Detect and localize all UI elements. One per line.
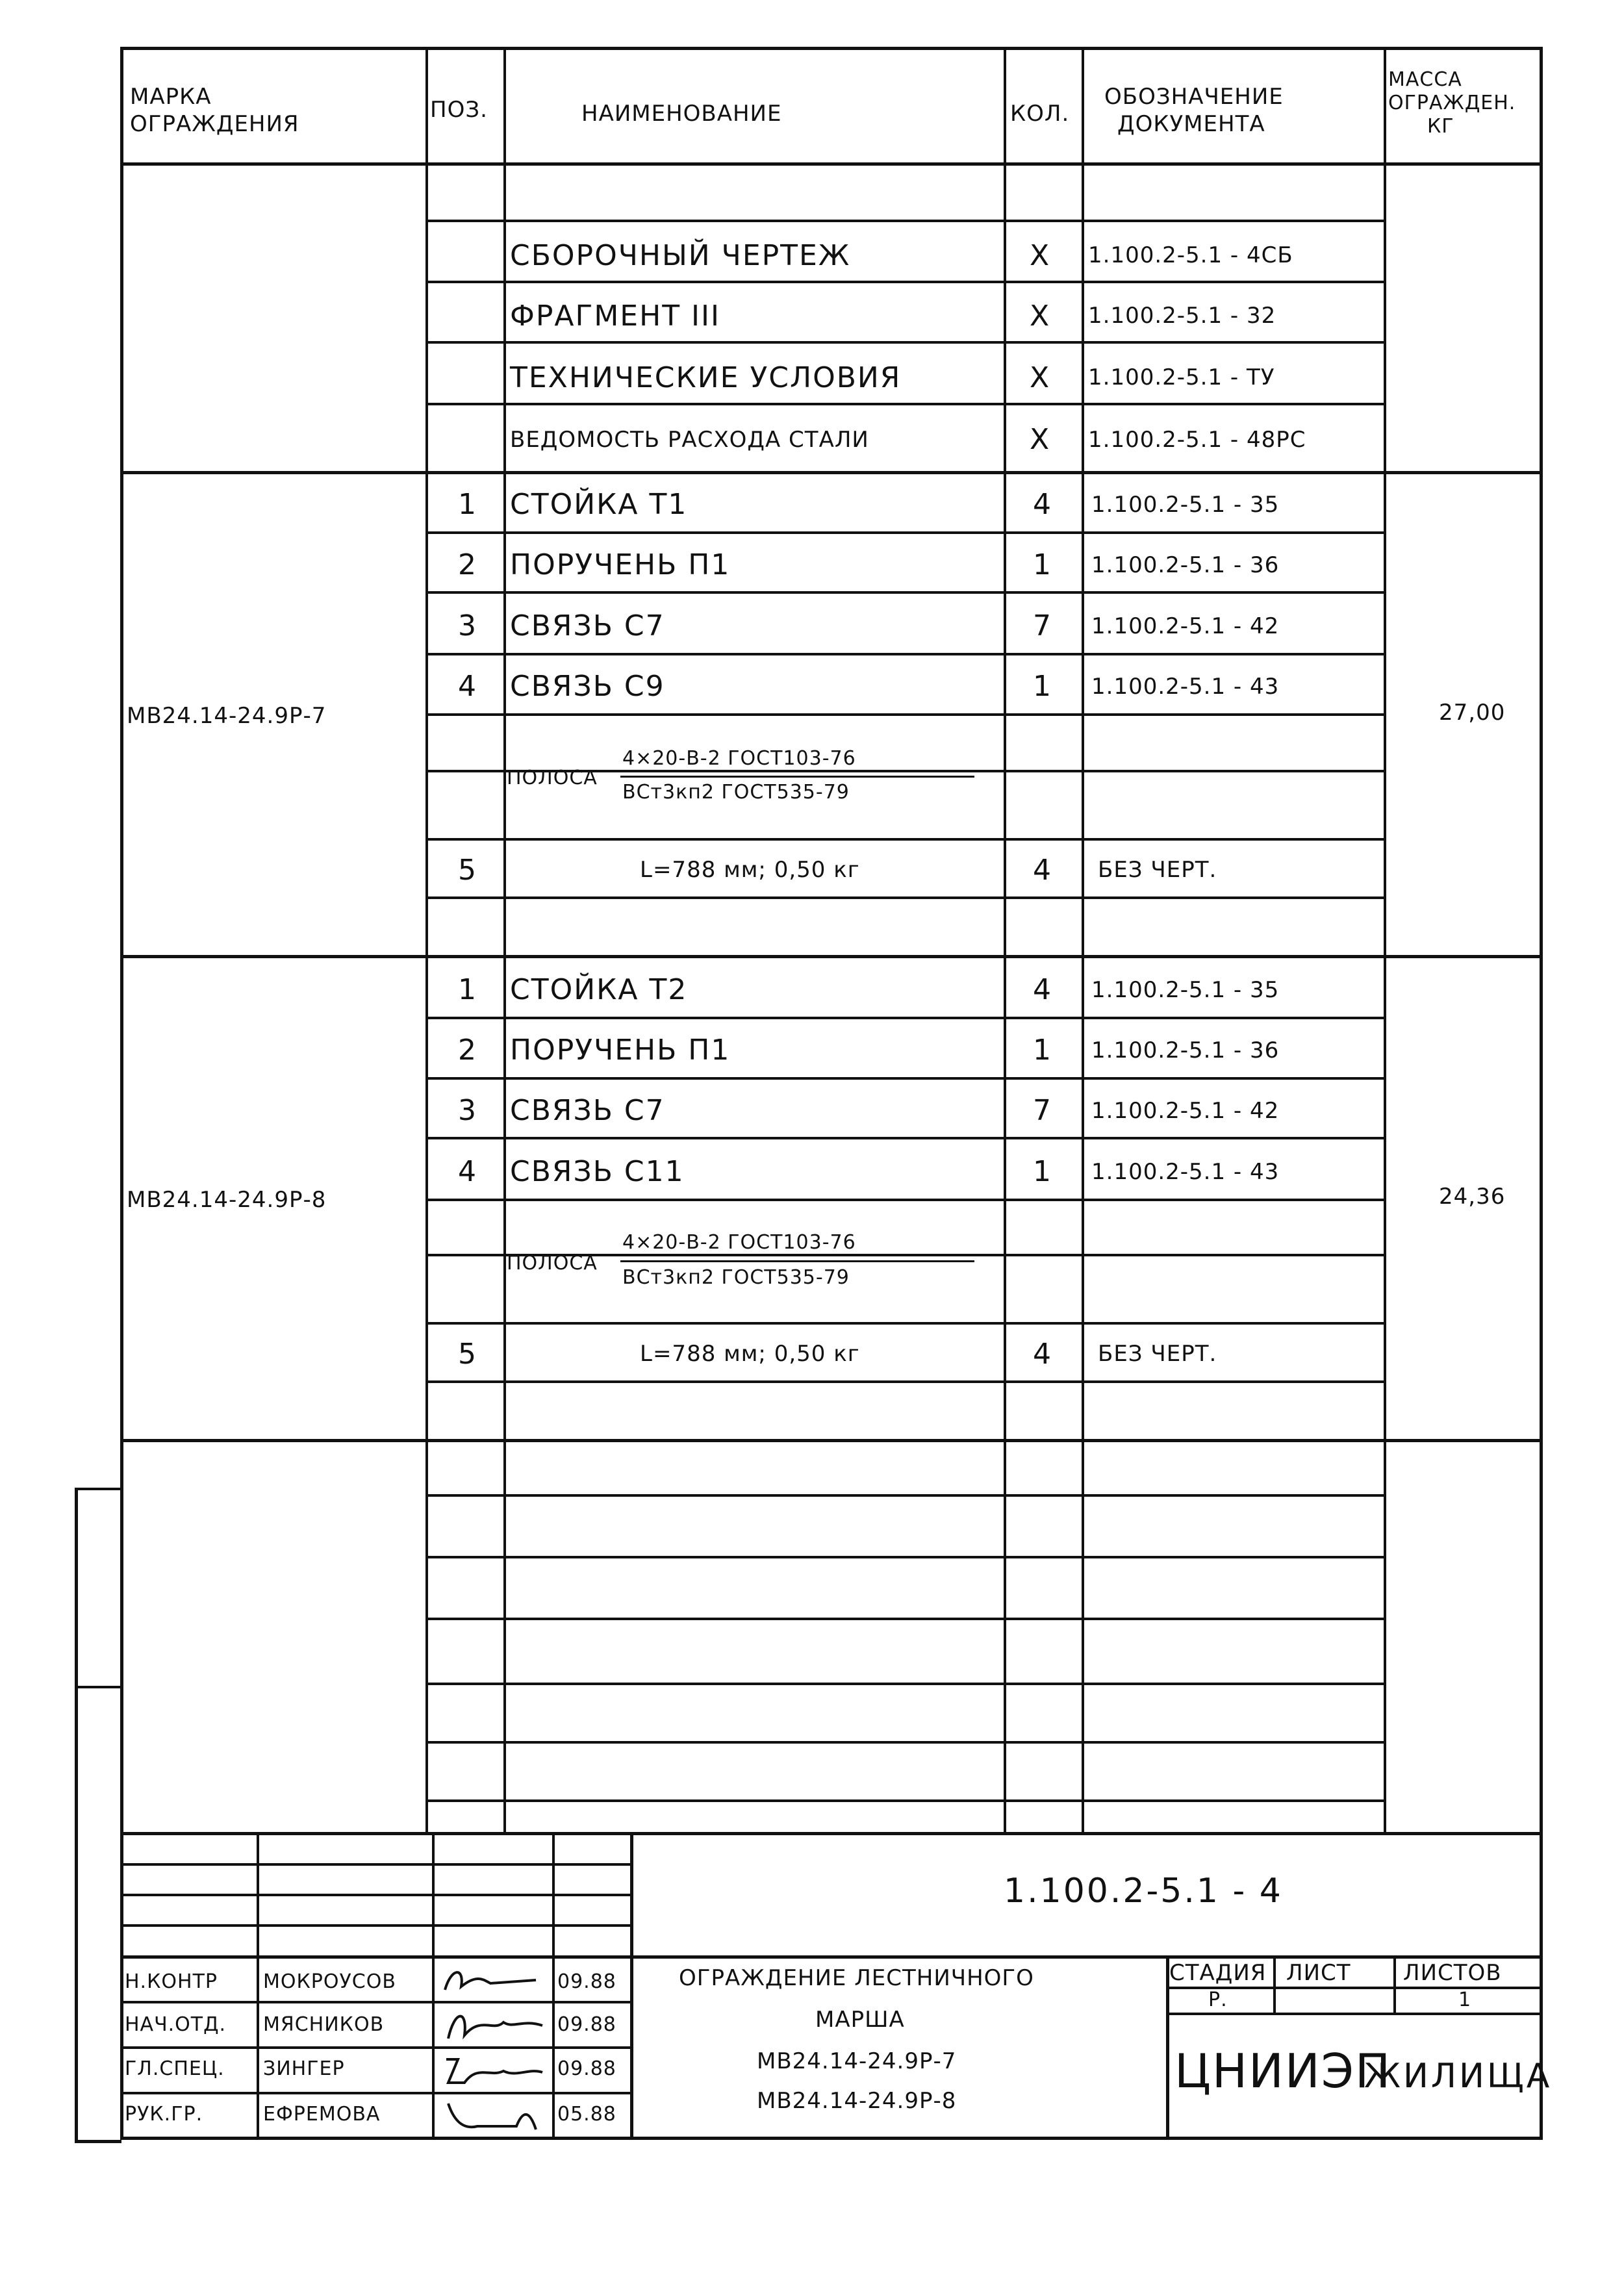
item-pos: 5 (458, 854, 477, 887)
sheets-value: 1 (1458, 1989, 1472, 2011)
doc-row-qty: Х (1030, 423, 1051, 456)
header-mass: МАССА ОГРАЖДЕН. КГ (1388, 68, 1516, 138)
item-pos: 4 (458, 670, 477, 703)
titleblock-line (1273, 1955, 1276, 2013)
row-line (425, 1380, 1384, 1383)
row-line (425, 1799, 1384, 1802)
title-line: МВ24.14-24.9Р-7 (757, 2048, 957, 2074)
item-qty: 4 (1033, 1338, 1052, 1371)
header-bottom-line (120, 162, 1543, 166)
item-name: СТОЙКА Т1 (510, 488, 688, 521)
item-name: СВЯЗЬ С7 (510, 1094, 665, 1127)
strip-top: 4×20-В-2 ГОСТ103-76 (622, 747, 856, 770)
item-qty: 4 (1033, 973, 1052, 1006)
sign-date: 09.88 (557, 1970, 616, 1993)
row-line (425, 1017, 1384, 1019)
row-line (425, 1741, 1384, 1744)
sign-name: МЯСНИКОВ (263, 2013, 385, 2036)
item-doc: 1.100.2-5.1 - 42 (1091, 613, 1280, 639)
doc-row-qty: Х (1030, 361, 1051, 394)
sheets-label: ЛИСТОВ (1403, 1960, 1502, 1986)
col-divider (1082, 47, 1084, 1832)
title-line: МАРША (815, 2007, 905, 2033)
sign-name: МОКРОУСОВ (263, 1970, 396, 1993)
row-line (425, 1556, 1384, 1558)
row-line (425, 403, 1384, 405)
doc-row-qty: Х (1030, 239, 1051, 272)
titleblock-line (120, 1863, 630, 1866)
strip-fraction-line (620, 1260, 974, 1262)
group-separator (120, 955, 1543, 958)
titleblock-line (120, 1924, 630, 1927)
item-doc: 1.100.2-5.1 - 43 (1091, 1159, 1280, 1185)
row-line (425, 653, 1384, 655)
group-mass: 24,36 (1439, 1184, 1506, 1210)
item-doc: БЕЗ ЧЕРТ. (1098, 857, 1217, 883)
title-line: МВ24.14-24.9Р-8 (757, 2088, 957, 2114)
organization-logo: ЦНИИЭП (1174, 2044, 1392, 2098)
item-pos: 1 (458, 973, 477, 1006)
item-pos: 4 (458, 1155, 477, 1188)
doc-row-code: 1.100.2-5.1 - 32 (1088, 303, 1276, 329)
item-name: L=788 мм; 0,50 кг (640, 1341, 860, 1367)
item-doc: 1.100.2-5.1 - 35 (1091, 492, 1280, 518)
item-doc: 1.100.2-5.1 - 35 (1091, 977, 1280, 1003)
item-qty: 7 (1033, 609, 1052, 642)
row-line (425, 1077, 1384, 1080)
title-line: ОГРАЖДЕНИЕ ЛЕСТНИЧНОГО (679, 1965, 1034, 1991)
col-divider (1004, 47, 1006, 1832)
titleblock-line (1393, 1955, 1396, 2013)
group-mark: МВ24.14-24.9Р-8 (127, 1187, 327, 1213)
item-qty: 4 (1033, 488, 1052, 521)
binding-strip-line (75, 1488, 78, 2140)
row-line (425, 531, 1384, 534)
sign-date: 09.88 (557, 2057, 616, 2080)
document-code: 1.100.2-5.1 - 4 (1004, 1872, 1283, 1911)
item-pos: 2 (458, 1034, 477, 1067)
item-pos: 3 (458, 609, 477, 642)
row-line (425, 1199, 1384, 1201)
row-line (425, 896, 1384, 899)
doc-row-qty: Х (1030, 299, 1051, 333)
binding-strip-line (75, 1488, 121, 1490)
item-qty: 1 (1033, 1155, 1052, 1188)
binding-strip-line (75, 1686, 121, 1688)
item-pos: 1 (458, 488, 477, 521)
doc-row-name: СБОРОЧНЫЙ ЧЕРТЕЖ (510, 239, 851, 272)
row-line (425, 1618, 1384, 1620)
row-line (425, 1683, 1384, 1685)
item-pos: 2 (458, 548, 477, 581)
col-divider (503, 47, 506, 1832)
sign-name: ЕФРЕМОВА (263, 2103, 381, 2126)
item-doc: 1.100.2-5.1 - 36 (1091, 1037, 1280, 1063)
item-qty: 1 (1033, 1034, 1052, 1067)
titleblock-line (120, 2092, 630, 2094)
titleblock-line (1166, 2013, 1543, 2015)
item-doc: БЕЗ ЧЕРТ. (1098, 1341, 1217, 1367)
item-name: СВЯЗЬ С11 (510, 1155, 685, 1188)
row-line (425, 1137, 1384, 1139)
strip-bottom: ВСт3кп2 ГОСТ535-79 (622, 1266, 850, 1289)
titleblock-line (630, 1832, 633, 2140)
group-mass: 27,00 (1439, 700, 1506, 726)
item-name: СВЯЗЬ С7 (510, 609, 665, 642)
titleblock-line (120, 1894, 630, 1896)
item-qty: 1 (1033, 670, 1052, 703)
titleblock-line (120, 1955, 1543, 1959)
strip-bottom: ВСт3кп2 ГОСТ535-79 (622, 781, 850, 804)
organization-name: ЖИЛИЩА (1364, 2057, 1553, 2096)
sign-role: НАЧ.ОТД. (125, 2013, 227, 2036)
titleblock-line (120, 2001, 630, 2003)
sign-role: Н.КОНТР (125, 1970, 218, 1993)
strip-label: ПОЛОСА (507, 767, 598, 789)
row-line (425, 1494, 1384, 1497)
sign-role: ГЛ.СПЕЦ. (125, 2057, 225, 2080)
header-doc: ОБОЗНАЧЕНИЕ ДОКУМЕНТА (1104, 84, 1284, 137)
row-line (425, 1322, 1384, 1325)
signature-efremova (438, 2097, 549, 2136)
item-name: L=788 мм; 0,50 кг (640, 857, 860, 883)
stage-value: Р. (1208, 1989, 1228, 2011)
header-mark: МАРКА ОГРАЖДЕНИЯ (130, 84, 299, 137)
row-line (425, 220, 1384, 222)
doc-row-code: 1.100.2-5.1 - ТУ (1088, 364, 1275, 390)
item-pos: 5 (458, 1338, 477, 1371)
signature-mokroysov (438, 1961, 549, 2000)
doc-row-name: ФРАГМЕНТ III (510, 299, 720, 333)
sign-name: ЗИНГЕР (263, 2057, 345, 2080)
sign-date: 05.88 (557, 2103, 616, 2126)
strip-fraction-line (620, 776, 974, 778)
doc-row-code: 1.100.2-5.1 - 4СБ (1088, 242, 1293, 268)
group-separator (120, 1439, 1543, 1442)
item-name: ПОРУЧЕНЬ П1 (510, 548, 731, 581)
item-qty: 1 (1033, 548, 1052, 581)
signature-myasnikov (438, 2006, 549, 2045)
doc-row-code: 1.100.2-5.1 - 48РС (1088, 427, 1306, 453)
strip-top: 4×20-В-2 ГОСТ103-76 (622, 1231, 856, 1254)
item-name: СТОЙКА Т2 (510, 973, 688, 1006)
binding-strip-line (75, 2140, 121, 2143)
header-name: НАИМЕНОВАНИЕ (581, 101, 782, 127)
item-qty: 4 (1033, 854, 1052, 887)
group-separator (120, 471, 1543, 474)
table-bottom-line (120, 1832, 1543, 1835)
item-doc: 1.100.2-5.1 - 36 (1091, 552, 1280, 578)
item-doc: 1.100.2-5.1 - 43 (1091, 674, 1280, 700)
signature-zinger (438, 2052, 549, 2091)
col-divider (425, 47, 428, 1832)
item-name: СВЯЗЬ С9 (510, 670, 665, 703)
item-doc: 1.100.2-5.1 - 42 (1091, 1098, 1280, 1124)
row-line (425, 281, 1384, 283)
row-line (425, 341, 1384, 344)
sheet-label: ЛИСТ (1286, 1960, 1351, 1986)
doc-row-name: ВЕДОМОСТЬ РАСХОДА СТАЛИ (510, 427, 869, 453)
header-pos: ПОЗ. (430, 97, 488, 123)
sign-date: 09.88 (557, 2013, 616, 2036)
row-line (425, 713, 1384, 716)
stage-label: СТАДИЯ (1169, 1960, 1267, 1986)
row-line (425, 591, 1384, 594)
item-name: ПОРУЧЕНЬ П1 (510, 1034, 731, 1067)
col-divider (1384, 47, 1386, 1832)
titleblock-line (120, 2046, 630, 2049)
sign-role: РУК.ГР. (125, 2103, 203, 2126)
header-qty: КОЛ. (1010, 101, 1070, 127)
row-line (425, 838, 1384, 841)
strip-label: ПОЛОСА (507, 1252, 598, 1275)
group-mark: МВ24.14-24.9Р-7 (127, 703, 327, 729)
doc-row-name: ТЕХНИЧЕСКИЕ УСЛОВИЯ (510, 361, 902, 394)
item-pos: 3 (458, 1094, 477, 1127)
item-qty: 7 (1033, 1094, 1052, 1127)
